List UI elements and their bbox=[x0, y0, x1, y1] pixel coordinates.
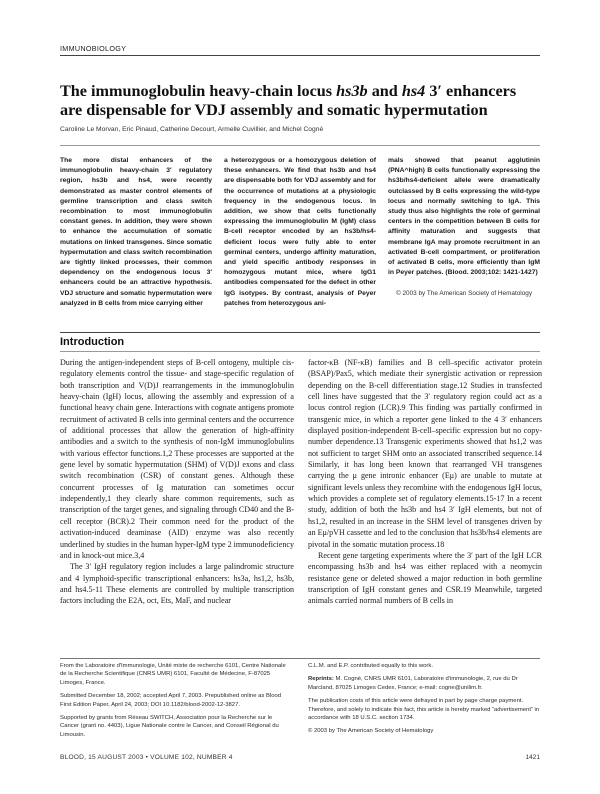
article-title: The immunoglobulin heavy-chain locus hs3b and hs4 3′ enhancers are dispensable for VDJ assembly and somatic hypermutation bbox=[60, 82, 517, 119]
intro-bottom-rule bbox=[60, 351, 540, 352]
footnotes-column-1 bbox=[60, 662, 288, 744]
authors-rule bbox=[60, 145, 540, 146]
abstract-column-1: The more distal enhancers of the immunoglobulin heavy-chain 3′ regulatory region, hs3b and hs4, were recently demonstrated as master control elements of germline transcription and class switch recombination to most immunoglobulin constant genes. In addition, they were shown to enhance the accumulation of somatic mutations on linked transgenes. Since somatic hypermutation and class switch recombination are tightly linked processes, their common dependency on the endogenous locus 3′ enhancers could be an attractive hypothesis. VDJ structure and somatic hypermutation were analyzed in B cells from mice carrying either bbox=[60, 157, 212, 307]
body-column-2 bbox=[308, 357, 542, 607]
intro-paragraph-2: The 3′ IgH regulatory region includes a large palindromic structure and 4 lymphoid-specific transcriptional enhancers: hs3a, hs1,2, hs3b, and hs4.5-11 These elements are controlled by multiple transcription factors including the E2A, oct, Ets, MaF, and nuclear bbox=[60, 562, 294, 606]
footnotes-column-2 bbox=[308, 662, 542, 741]
header-rule bbox=[60, 55, 540, 56]
intro-paragraph-4: Recent gene targeting experiments where the 3′ part of the IgH LCR encompassing hs3b and hs4 was either replaced with a neomycin resistance gene or deleted showed a major reduction in both germline transcription of IgH constant genes and CSR.19 Meanwhile, targeted animals carried normal numbers of B cells in bbox=[308, 550, 542, 606]
journal-citation: BLOOD, 15 AUGUST 2003 • VOLUME 102, NUMBER 4 bbox=[60, 754, 233, 761]
abstract-column-2: a heterozygous or a homozygous deletion of these enhancers. We find that hs3b and hs4 are dispensable both for VDJ assembly and for the occurrence of mutations at a physiologic frequency in the endogenous locus. In addition, we show that cells functionally expressing the immunoglobulin M (IgM) class B-cell receptor encoded by an hs3b/hs4-deficient locus were fully able to enter germinal centers, undergo affinity maturation, and yield specific antibody responses in homozygous mutant mice, where IgG1 antibodies compensated for the defect in other IgG isotypes. By contrast, analysis of Peyer patches from heterozygous ani- bbox=[224, 157, 376, 307]
contribution-note: C.L.M. and E.P. contributed equally to this work. bbox=[308, 663, 433, 669]
author-list: Caroline Le Morvan, Eric Pinaud, Catherine Decourt, Armelle Cuvillier, and Michel Cogné bbox=[60, 126, 324, 133]
footnote-copyright: © 2003 by The American Society of Hematology bbox=[308, 728, 434, 735]
intro-paragraph-3: factor-κB (NF-κB) families and B cell–specific activator protein (BSAP)/Pax5, which mediate their synergistic activation or repression depending on the B-cell differentiation stage.12 Studies in transfected cell lines have suggested that the 3′ regulatory region could act as a locus control region (LCR).9 This finding was partially confirmed in transgenic mice, in which a reporter gene linked to the 4 3′ enhancers displayed position-independent B-cell–specific expression but no copy-number dependence.13 Transgenic experiments showed that hs1,2 was not sufficient to target SHM onto an associated transcribed sequence.14 Similarly, it has long been known that rearranged VH transgenes carrying the μ gene intronic enhancer (Eμ) are unable to mutate at significant levels unless they recombine with the endogenous IgH locus, which provides a complete set of regulatory elements.15-17 In a recent study, addition of both the hs3b and hs4 3′ IgH elements, but not of hs1,2, resulted in an increase in the SHM level of transgenes driven by an Eμ/pVH cassette and led to the conclusion that hs3b/hs4 elements are pivotal in the somatic mutation process.18 bbox=[308, 358, 542, 549]
intro-paragraph-1: During the antigen-independent steps of B-cell ontogeny, multiple cis-regulatory elements control the tissue- and stage-specific regulation of both transcription and V(D)J rearrangements in the immunoglobulin heavy-chain (IgH) locus, allowing the assembly and expression of a functional heavy chain gene. Interactions with cognate antigens promote recruitment of activated B cells into germinal centers and the occurrence of additional processes that allow the generation of high-affinity antibodies and a switch to the synthesis of non-IgM immunoglobulins with various effector functions.1,2 These processes are supported at the gene level by somatic hypermutation (SHM) of V(D)J exons and class switch recombination (CSR) of constant genes. Although these concurrent processes of Ig maturation can sometimes occur independently,1 they clearly share common requirements, such as transcription of the target genes, and signaling through CD40 and the B-cell receptor (BCR).2 Their common need for the product of the activation-induced deaminase (AID) enzyme was also recently underlined by studies in the human hyper-IgM type 2 immunodeficiency and in knock-out mice.3,4 bbox=[60, 358, 294, 560]
funding-note: Supported by grants from Réseau SWITCH, Association pour la Recherche sur le Cancer (grant no. 4403), Ligue Nationale contre le Cancer, and Conseil Régional du Limousin. bbox=[60, 715, 279, 738]
footnote-rule bbox=[60, 658, 540, 659]
reprints-note bbox=[308, 675, 542, 692]
abstract-column-3: mals showed that peanut agglutinin (PNA^high) B cells functionally expressing the hs3b/hs4-deficient allele were dramatically outclassed by B cells expressing the wild-type locus and normally switching to IgA. This study thus also highlights the role of germinal centers in the competition between B cells for affinity maturation and suggests that membrane IgA may promote recruitment in an activated B-cell compartment, or proliferation of activated B cells, more efficiently than IgM in Peyer patches. (Blood. 2003;102: 1421-1427) bbox=[388, 157, 540, 277]
reprints-label: Reprints: bbox=[308, 676, 334, 683]
body-column-1 bbox=[60, 357, 294, 607]
page-number: 1421 bbox=[525, 754, 540, 761]
affiliation-note: From the Laboratoire d'Immunologie, Unité mixte de recherche 6101, Centre Nationale de la Recherche Scientifique (CNRS UMR) 6101, Faculté de Médecine, F-87025 Limoges, France. bbox=[60, 663, 286, 686]
abstract-copyright: © 2003 by The American Society of Hematology bbox=[396, 290, 533, 297]
submission-note: Submitted December 18, 2002; accepted April 7, 2003. Prepublished online as Blood First Edition Paper, April 24, 2003; DOI 10.1182/blood-2002-12-3827. bbox=[60, 693, 282, 708]
reprints-text: M. Cogné, CNRS UMR 6101, Laboratoire d'immunologie, 2, rue du Dr Marcland, 87025 Limoges Cedex, France; e-mail: cogne@unilim.fr. bbox=[308, 676, 518, 691]
journal-section-label: IMMUNOBIOLOGY bbox=[60, 44, 127, 53]
publication-note: The publication costs of this article were defrayed in part by page charge payment. Therefore, and solely to indicate this fact, this article is hereby marked “advertisement” in accordance with 18 U.S.C. section 1734. bbox=[308, 698, 540, 722]
introduction-heading: Introduction bbox=[60, 336, 125, 348]
intro-top-rule bbox=[60, 332, 540, 333]
